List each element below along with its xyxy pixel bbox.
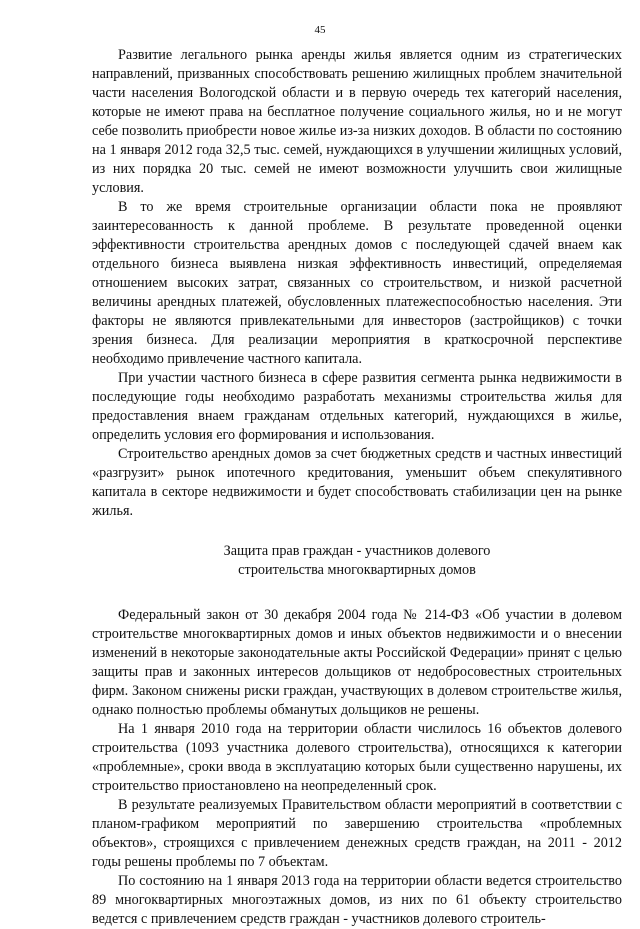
paragraph: В результате реализуемых Правительством области мероприятий в соответствии с планом-графиком мероприятий по завершению строительства «проблемных объектов», строящихся с привлечением денежных средств граждан, на 2011 - 2012 годы решены проблемы по 7 объектам. (92, 797, 622, 870)
section-heading (92, 542, 622, 580)
paragraph: Строительство арендных домов за счет бюджетных средств и частных инвестиций «разгрузит» рынок ипотечного кредитования, уменьшит объем спекулятивного капитала в секторе недвижимости и будет способствовать стабилизации цен на рынке жилья. (92, 446, 622, 519)
paragraph: По состоянию на 1 января 2013 года на территории области ведется строительство 89 многоквартирных многоэтажных домов, из них по 61 объекту строительство ведется с привлечением средств граждан - участников долевого строитель- (92, 873, 622, 927)
document-body (92, 46, 622, 929)
section-heading-line: строительства многоквартирных домов (238, 562, 476, 578)
paragraph: Федеральный закон от 30 декабря 2004 года № 214-ФЗ «Об участии в долевом строительстве многоквартирных домов и иных объектов недвижимости и о внесении изменений в некоторые законодательные акты Российской Федерации» принят с целью защиты прав и законных интересов дольщиков от недобросовестных строительных фирм. Законом снижены риски граждан, участвующих в долевом строительстве жилья, однако полностью проблемы обманутых дольщиков не решены. (92, 607, 622, 718)
paragraph: На 1 января 2010 года на территории области числилось 16 объектов долевого строительства (1093 участника долевого строительства), относящихся к категории «проблемные», сроки ввода в эксплуатацию которых были существенно нарушены, их строительство приостановлено на неопределенный срок. (92, 721, 622, 794)
section-heading-line: Защита прав граждан - участников долевого (223, 543, 491, 559)
page-number: 45 (314, 24, 326, 36)
paragraph: Развитие легального рынка аренды жилья является одним из стратегических направлений, призванных способствовать решению жилищных проблем значительной части населения Вологодской области и в первую очередь тех категорий населения, которые не имеют права на бесплатное получение социального жилья, но и не могут себе позволить приобрести новое жилье из-за низких доходов. В области по состоянию на 1 января 2012 года 32,5 тыс. семей, нуждающихся в улучшении жилищных условий, из них порядка 20 тыс. семей не имеют возможности улучшить свои жилищные условия. (92, 47, 622, 196)
paragraph: При участии частного бизнеса в сфере развития сегмента рынка недвижимости в последующие годы необходимо разработать механизмы строительства жилья для предоставления внаем гражданам отдельных категорий, нуждающихся в жилье, определить условия его формирования и использования. (92, 370, 622, 443)
paragraph: В то же время строительные организации области пока не проявляют заинтересованность к данной проблеме. В результате проведенной оценки эффективности строительства арендных домов с последующей сдачей внаем как отдельного бизнеса выявлена низкая эффективность инвестиций, определяемая отношением высоких затрат, связанных со строительством, и низкой расчетной величины арендных платежей, обусловленных платежеспособностью населения. Эти факторы не являются привлекательными для инвесторов (застройщиков) с точки зрения бизнеса. Для реализации мероприятия в краткосрочной перспективе необходимо привлечение частного капитала. (92, 199, 622, 367)
